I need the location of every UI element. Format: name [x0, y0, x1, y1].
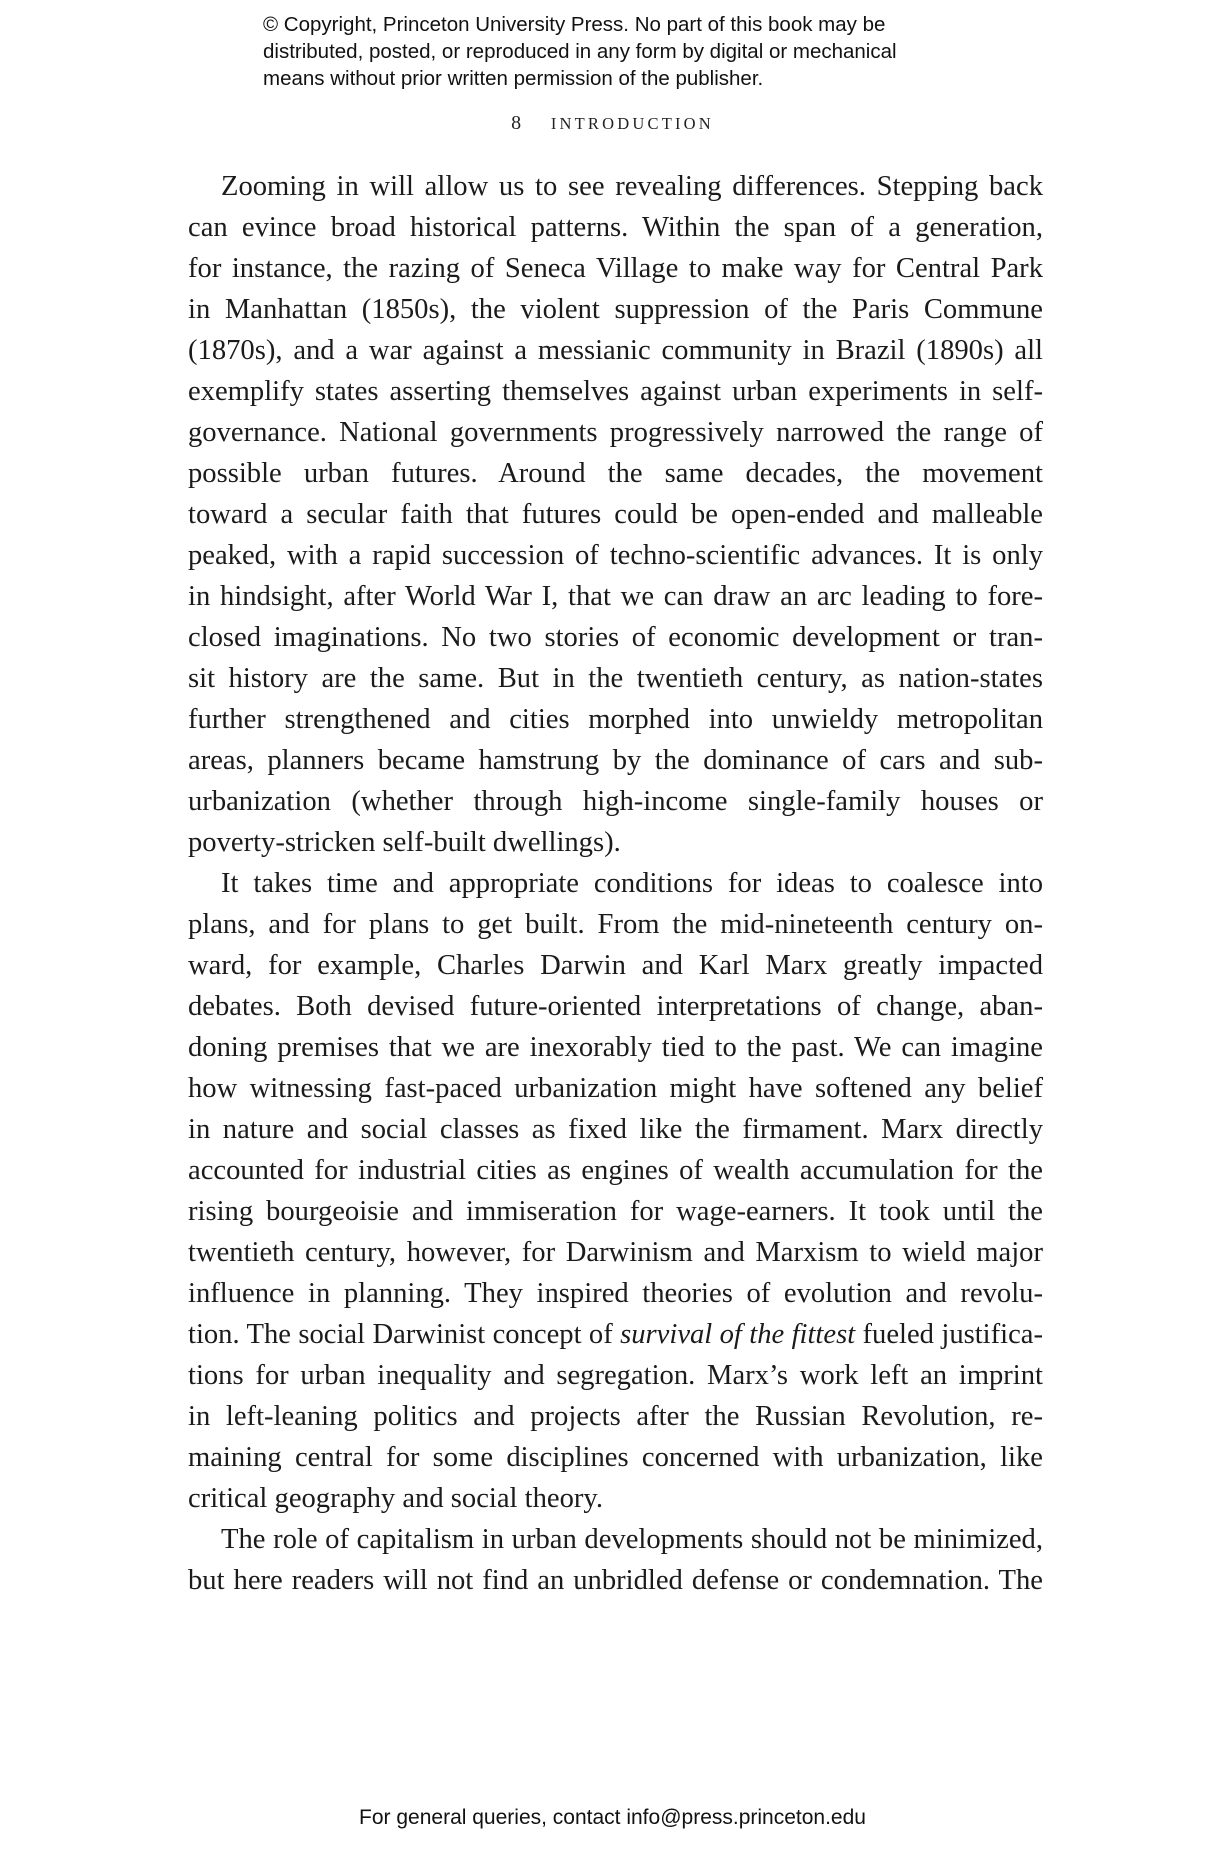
text-line: further strengthened and cities morphed into unwieldy metropolitan	[188, 704, 1043, 735]
chapter-title: INTRODUCTION	[550, 114, 714, 133]
text-line: exemplify states asserting themselves against urban experiments in self-	[188, 376, 1043, 407]
body-text	[188, 166, 1043, 1601]
text-line: governance. National governments progressively narrowed the range of	[188, 417, 1043, 448]
text-line: sit history are the same. But in the twentieth century, as nation-states	[188, 663, 1043, 694]
text-line: can evince broad historical patterns. Within the span of a generation,	[188, 212, 1043, 243]
copyright-line: distributed, posted, or reproduced in any form by digital or mechanical	[263, 40, 897, 63]
text-line-with-italic	[188, 1314, 1043, 1355]
text-line: doning premises that we are inexorably tied to the past. We can imagine	[188, 1032, 1043, 1063]
text-line: for instance, the razing of Seneca Village to make way for Central Park	[188, 253, 1043, 284]
text-line: debates. Both devised future-oriented interpretations of change, aban-	[188, 991, 1043, 1022]
text-line: The role of capitalism in urban developments should not be minimized,	[221, 1524, 1043, 1555]
text-line: in Manhattan (1850s), the violent suppression of the Paris Commune	[188, 294, 1043, 325]
copyright-line: means without prior written permission of the publisher.	[263, 67, 764, 90]
text-line: in nature and social classes as fixed like the firmament. Marx directly	[188, 1114, 1043, 1145]
text-line: peaked, with a rapid succession of techno-scientific advances. It is only	[188, 540, 1043, 571]
text-line: areas, planners became hamstrung by the dominance of cars and sub-	[188, 745, 1043, 776]
text-line: It takes time and appropriate conditions for ideas to coalesce into	[221, 868, 1043, 899]
text-line: plans, and for plans to get built. From the mid-nineteenth century on-	[188, 909, 1043, 940]
text-line: critical geography and social theory.	[188, 1483, 603, 1514]
text-line: possible urban futures. Around the same decades, the movement	[188, 458, 1043, 489]
text-line: (1870s), and a war against a messianic community in Brazil (1890s) all	[188, 335, 1043, 366]
text-line: accounted for industrial cities as engines of wealth accumulation for the	[188, 1155, 1043, 1186]
footer-contact: For general queries, contact info@press.princeton.edu	[359, 1806, 866, 1829]
text-line: tions for urban inequality and segregation. Marx’s work left an imprint	[188, 1360, 1043, 1391]
text-line: maining central for some disciplines concerned with urbanization, like	[188, 1442, 1043, 1473]
running-head	[0, 112, 1225, 135]
page-number: 8	[511, 112, 522, 134]
text-line: urbanization (whether through high-income single-family houses or	[188, 786, 1043, 817]
text-line: in left-leaning politics and projects after the Russian Revolution, re-	[188, 1401, 1043, 1432]
text-line: how witnessing fast-paced urbanization might have softened any belief	[188, 1073, 1043, 1104]
text-line: poverty-stricken self-built dwellings).	[188, 827, 621, 858]
italic-phrase: survival of the fittest	[620, 1319, 856, 1350]
copyright-line: © Copyright, Princeton University Press. No part of this book may be	[263, 13, 886, 36]
text-line: but here readers will not find an unbridled defense or condemnation. The	[188, 1565, 1043, 1596]
text-line: Zooming in will allow us to see revealing differences. Stepping back	[221, 171, 1043, 202]
text-line: ward, for example, Charles Darwin and Karl Marx greatly impacted	[188, 950, 1043, 981]
text-fragment: fueled justifica-	[855, 1319, 1043, 1350]
text-line: influence in planning. They inspired theories of evolution and revolu-	[188, 1278, 1043, 1309]
text-line: in hindsight, after World War I, that we can draw an arc leading to fore-	[188, 581, 1043, 612]
copyright-notice	[263, 11, 1023, 92]
text-line: toward a secular faith that futures could be open-ended and malleable	[188, 499, 1043, 530]
text-line: closed imaginations. No two stories of economic development or tran-	[188, 622, 1043, 653]
text-line: rising bourgeoisie and immiseration for wage-earners. It took until the	[188, 1196, 1043, 1227]
text-line: twentieth century, however, for Darwinism and Marxism to wield major	[188, 1237, 1043, 1268]
text-fragment: tion. The social Darwinist concept of	[188, 1319, 621, 1350]
